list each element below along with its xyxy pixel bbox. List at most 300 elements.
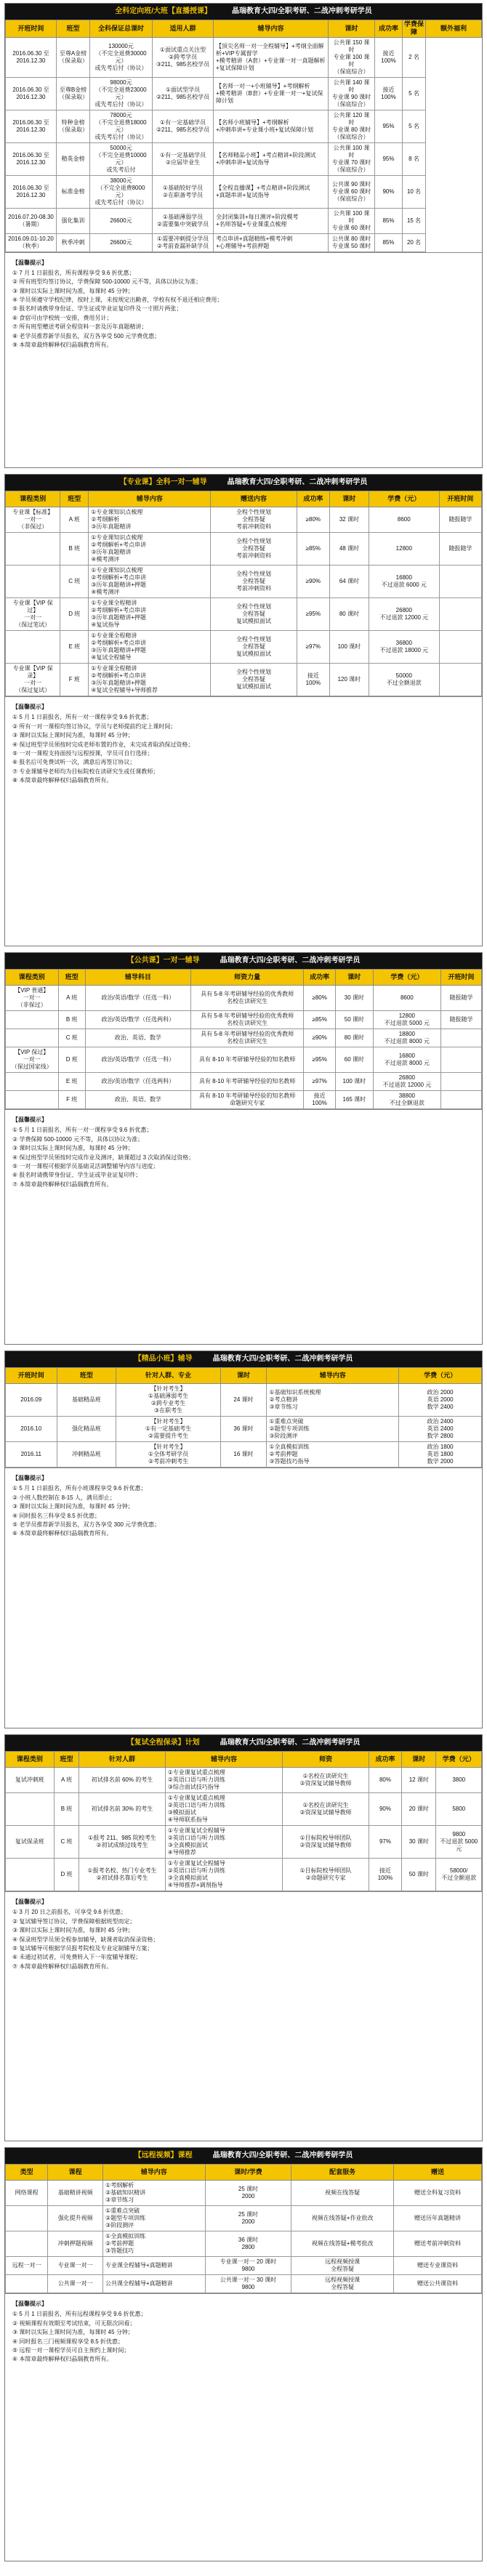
table-cell: D 班 <box>58 1047 85 1073</box>
column-header: 学费（元） <box>369 491 439 507</box>
table-cell: 【名师一对一+小班辅导】+考纲解析 +模考精讲（B套）+专业课一对一+复试保障计划 <box>214 77 329 110</box>
table-cell: 标准金榜 <box>57 175 90 208</box>
table-cell: 8600 <box>369 507 439 533</box>
table-cell: 全封闭集训+每日测评+阶段模考 +名师答疑+专业课重点梳理 <box>214 208 329 233</box>
table-row <box>6 77 482 110</box>
section-small-class <box>4 1351 483 1728</box>
column-header: 开班时间 <box>6 1368 57 1384</box>
table-cell: 50 课时 <box>402 1859 436 1891</box>
course-table <box>5 1751 482 1891</box>
table-cell: ①专业课知识点梳理 ②考纲解析+考点串讲 ③历年真题精讲+押题 ④模考测评 <box>89 565 211 598</box>
note-item: ③ 课时以实际上课时间为准，每课时 45 分钟； <box>12 2329 134 2336</box>
table-cell <box>6 2206 48 2231</box>
table-cell: 58000/ 不过全额退款 <box>436 1859 482 1891</box>
table-cell: 78000元 （不完全退费18000元） 或先考后付（协议） <box>90 110 153 142</box>
table-cell: 公共课 100 课时 专业课 70 课时 （保底综合） <box>329 142 375 175</box>
section-banner <box>5 1351 482 1367</box>
table-cell: 2016.09 <box>6 1384 57 1417</box>
table-cell: 政治/英语/数学（任选两科） <box>85 1011 190 1029</box>
banner-title: 【复试全程保录】计划 <box>126 1738 200 1747</box>
section-banner <box>5 2148 482 2164</box>
table-cell: 【VIP 保过】 一对一 （保过国家线） <box>6 1047 59 1073</box>
table-cell: 基础精讲视频 <box>48 2181 103 2206</box>
banner-subtitle: 晶瑞教育大四/全职考研、二战冲刺考研学员 <box>212 2151 353 2160</box>
table-row <box>6 1011 482 1029</box>
table-cell <box>6 1859 55 1891</box>
table-cell: ①报考 211、985 院校考生 ②初试成绩过线考生 <box>79 1826 166 1859</box>
note-item: ⑦ 所有班型赠送考研全程资料一套及历年真题精讲； <box>12 323 148 331</box>
table-cell: 12 课时 <box>402 1768 436 1793</box>
table-cell: 26600元 <box>90 233 153 251</box>
note-item: ② 视频课程有效期至考试结束，可无限次回看； <box>12 2319 136 2327</box>
note-item: ⑥ 本简章最终解释权归晶瑞教育所有。 <box>12 1530 113 1537</box>
table-cell: 远程视频授课 全程答疑 <box>291 2275 394 2293</box>
table-cell: 赠送历年真题精讲 <box>393 2206 481 2231</box>
table-cell: 政治 2000 英语 2000 数学 2400 <box>399 1384 482 1417</box>
table-cell: 复试冲刺班 <box>6 1768 55 1793</box>
table-cell <box>440 1091 481 1109</box>
table-cell: ①目标院校导师团队 ②命题研究专家 <box>283 1859 369 1891</box>
table-row <box>6 2206 482 2231</box>
course-table <box>5 2164 482 2293</box>
note-item: ① 5 月 1 日前报名，所有远程课程享受 9.6 折优惠； <box>12 2311 147 2318</box>
column-header: 师资力量 <box>190 970 303 986</box>
table-cell: 具有 5-8 年考研辅导经验的优秀教师 名校在读研究生 <box>190 1011 303 1029</box>
table-cell: 24 课时 <box>220 1384 267 1417</box>
table-cell: ①基础薄弱学员 ②需要集中突破学员 <box>153 208 214 233</box>
column-header: 班型 <box>57 20 90 38</box>
column-header: 开班时间 <box>440 970 481 986</box>
table-cell: 精英金榜 <box>57 142 90 175</box>
table-cell: 初试排名前 30% 的考生 <box>79 1793 166 1826</box>
table-cell: ≥90% <box>304 1029 336 1047</box>
table-cell: 专业课全程辅导+真题精讲 <box>103 2257 206 2275</box>
table-cell: 接近 100% <box>304 1091 336 1109</box>
table-cell: 60 课时 <box>335 1047 373 1073</box>
column-header: 成功率 <box>369 1752 401 1768</box>
table-cell: 基础精品班 <box>57 1384 116 1417</box>
table-cell: 16 课时 <box>220 1442 267 1468</box>
table-cell: 85% <box>375 208 403 233</box>
table-cell: 接近 100% <box>375 37 403 77</box>
table-cell: ①需要冲刺提分学员 ②考前查漏补缺学员 <box>153 233 214 251</box>
section-banner <box>5 4 482 20</box>
table-cell: 接近 100% <box>369 1859 401 1891</box>
table-row <box>6 631 482 664</box>
column-header: 学费（元） <box>399 1368 482 1384</box>
section-retest <box>4 1734 483 2141</box>
table-cell: ①名校在读研究生 ②资深复试辅导教师 <box>283 1768 369 1793</box>
table-cell: 赠送专业课资料 <box>393 2257 481 2275</box>
table-row <box>6 142 482 175</box>
table-cell: ①专业课知识点梳理 ②考纲解析 ③历年真题精讲 <box>89 507 211 533</box>
table-cell: ①有一定基础学员 ②应届毕业生 <box>153 142 214 175</box>
table-cell: 公共课 80 课时 专业课 50 课时 <box>329 233 375 251</box>
note-item: ① 5 月 1 日前报名，所有小班课程享受 9.6 折优惠； <box>12 1485 147 1492</box>
table-cell: 2016.10 <box>6 1417 57 1442</box>
table-cell: 复试保录班 <box>6 1826 55 1859</box>
column-header: 成功率 <box>375 20 403 38</box>
table-cell: 165 课时 <box>335 1091 373 1109</box>
note-item: ③ 课时以实际上课时间为准，每课时 45 分钟； <box>12 287 134 294</box>
section-banner <box>5 475 482 491</box>
table-cell: 97% <box>369 1826 401 1859</box>
table-cell: 64 课时 <box>329 565 369 598</box>
note-item: ② 复试辅导签订协议，学费保障根据班型而定； <box>12 1917 136 1925</box>
notes-box <box>5 1109 482 1195</box>
section-public-course <box>4 952 483 1345</box>
table-cell: ①重难点突破 ②题型专项训练 ③阶段测评 <box>103 2206 206 2231</box>
table-cell: 25 课时 2000 <box>205 2206 291 2231</box>
table-row <box>6 1384 482 1417</box>
table-cell: 50000 不过全额退款 <box>369 664 439 696</box>
table-cell: 26600元 <box>90 208 153 233</box>
table-header-row <box>6 2165 482 2181</box>
column-header: 适用人群 <box>153 20 214 38</box>
table-cell: 100 课时 <box>335 1073 373 1091</box>
table-cell: 9800 不过退款 5000 元 <box>436 1826 482 1859</box>
column-header: 辅导内容 <box>165 1752 283 1768</box>
column-header: 类型 <box>6 2165 48 2181</box>
column-header: 班型 <box>54 1752 79 1768</box>
table-row <box>6 986 482 1011</box>
column-header: 课时/学费 <box>205 2165 291 2181</box>
table-cell: ≥85% <box>297 533 329 565</box>
table-cell: 36800 不过退款 18000 元 <box>369 631 439 664</box>
banner-subtitle: 晶瑞教育大四/全职考研、二战冲刺考研学员 <box>227 478 368 486</box>
note-item: ⑧ 老学员推荐新学员报名，双方各享受 500 元学费优惠； <box>12 332 161 339</box>
banner-title: 全科定向班/大班【直播授课】 <box>115 7 212 15</box>
note-item: ④ 保过班型学员须按时完成老师布置的作业，未完成者取消保过资格； <box>12 741 194 748</box>
table-cell: E 班 <box>60 631 89 664</box>
table-cell: 赠送全科复习资料 <box>393 2181 481 2206</box>
table-cell: 专业课一对一 20 课时 9800 <box>205 2257 291 2275</box>
notes-box <box>5 696 482 792</box>
note-item: ⑨ 本简章最终解释权归晶瑞教育所有。 <box>12 342 113 349</box>
table-cell: 12800 <box>369 533 439 565</box>
table-cell: 100 课时 <box>329 631 369 664</box>
table-cell: ①考纲解析 ②基础知识精讲 ③章节练习 <box>103 2181 206 2206</box>
notes-box <box>5 1468 482 1545</box>
table-cell: 公共课 150 课时 专业课 100 课时 （保底综合） <box>329 37 375 77</box>
table-cell <box>440 1047 481 1073</box>
table-cell: 120 课时 <box>329 664 369 696</box>
table-cell: A 班 <box>58 986 85 1011</box>
note-item: ① 7 月 1 日前报名，所有课程享受 9.6 折优惠； <box>12 269 135 276</box>
table-cell: 接近 100% <box>375 77 403 110</box>
table-cell: 全程个性规划 全程答疑 考前冲刺资料 <box>211 565 297 598</box>
table-cell <box>6 1029 59 1047</box>
note-item: ⑤ 报名时请携带身份证、学生证或毕业证复印件及一寸照片两张； <box>12 305 182 313</box>
table-cell: 2016.06.30 至 2016.12.30 <box>6 175 57 208</box>
column-header: 课程 <box>48 2165 103 2181</box>
note-item: ③ 课时以实际上课时间为准，每课时 45 分钟； <box>12 732 134 739</box>
table-cell: 远程一对一 <box>6 2257 48 2275</box>
column-header: 课时 <box>329 491 369 507</box>
note-item: ① 3 月 20 日之前报名，可享受 9.6 折优惠； <box>12 1909 126 1916</box>
table-row <box>6 1768 482 1793</box>
table-cell: 强化精品班 <box>57 1417 116 1442</box>
table-cell <box>440 1029 481 1047</box>
table-cell: 赠送考前冲刺资料 <box>393 2231 481 2257</box>
column-header: 全科保证总课时 <box>90 20 153 38</box>
table-cell: 具有 8-10 年考研辅导经验的知名教师 <box>190 1073 303 1091</box>
table-cell: 公共课 120 课时 专业课 80 课时 （保底综合） <box>329 110 375 142</box>
table-cell: 2016.09.01-10.20 （秋季） <box>6 233 57 251</box>
note-item: ⑤ 复试辅导可根据学员报考院校及专业定制辅导方案； <box>12 1944 153 1952</box>
table-cell: 36 课时 2800 <box>205 2231 291 2257</box>
table-cell: 政治 2400 英语 2400 数学 2800 <box>399 1417 482 1442</box>
table-cell: 90% <box>375 175 403 208</box>
table-cell: ①面试型学员 ②211、985名校学员 <box>153 77 214 110</box>
table-cell <box>6 631 60 664</box>
table-cell: 具有 8-10 年考研辅导经验的知名教师 <box>190 1047 303 1073</box>
table-row <box>6 1047 482 1073</box>
table-cell: 5 名 <box>403 77 426 110</box>
banner-subtitle: 晶瑞教育大四/全职考研、二战冲刺考研学员 <box>232 7 372 15</box>
table-cell: ①专业课复试重点梳理 ②英语口语与听力训练 ③综合面试技巧指导 <box>165 1768 283 1793</box>
table-cell: 38000元 （不完全退费8000元） 或先考后付（协议） <box>90 175 153 208</box>
table-cell: 冲刺精品班 <box>57 1442 116 1468</box>
column-header: 学费（元） <box>373 970 440 986</box>
column-header: 课程类别 <box>6 970 59 986</box>
table-cell: 公共课 140 课时 专业课 90 课时 （保底综合） <box>329 77 375 110</box>
table-cell: 【针对考生】 ①全体考研学员 ②考前冲刺考生 <box>116 1442 220 1468</box>
table-cell: ①重难点突破 ②题型专项训练 ③阶段测评 <box>267 1417 399 1442</box>
table-cell: F 班 <box>60 664 89 696</box>
table-cell: 随报随学 <box>439 507 481 533</box>
column-header: 赠送内容 <box>211 491 297 507</box>
table-cell <box>6 1011 59 1029</box>
table-cell: 90% <box>369 1793 401 1826</box>
table-cell: 具有 5-8 年考研辅导经验的优秀教师 名校在读研究生 <box>190 1029 303 1047</box>
table-cell: C 班 <box>54 1826 79 1859</box>
table-cell: 16800 不过退款 6000 元 <box>369 565 439 598</box>
note-item: ③ 课时以实际上课时间为准，每课时 45 分钟； <box>12 1927 134 1934</box>
note-item: ④ 保过班型学员须按时完成作业及测评，缺课超过 3 次取消保过资格； <box>12 1154 195 1161</box>
column-header: 针对人群、专业 <box>116 1368 220 1384</box>
note-item: ⑧ 本简章最终解释权归晶瑞教育所有。 <box>12 777 113 784</box>
table-row <box>6 37 482 77</box>
table-cell: 95% <box>375 110 403 142</box>
note-item: ② 学费保障 500-10000 元不等，具体以协议为准； <box>12 1135 144 1143</box>
note-item: ⑦ 本简章最终解释权归晶瑞教育所有。 <box>12 1963 113 1970</box>
note-item: ④ 同时报名三科享受 8.5 折优惠； <box>12 1512 100 1519</box>
table-cell: 公共课 100 课时 专业课 60 课时 <box>329 208 375 233</box>
column-header: 针对人群 <box>79 1752 166 1768</box>
table-row <box>6 2275 482 2293</box>
table-cell: 95% <box>375 142 403 175</box>
table-cell: 随报随学 <box>439 533 481 565</box>
table-cell <box>440 1073 481 1091</box>
column-header: 课时 <box>335 970 373 986</box>
course-table <box>5 491 482 696</box>
table-cell: 3800 <box>436 1768 482 1793</box>
table-cell <box>439 565 481 598</box>
table-cell: 2016.06.30 至 2016.12.30 <box>6 77 57 110</box>
column-header: 辅导内容 <box>214 20 329 38</box>
table-cell: D 班 <box>54 1859 79 1891</box>
column-header: 学费保障 <box>403 20 426 38</box>
table-cell: 公共课一对一 30 课时 9800 <box>205 2275 291 2293</box>
table-cell: 5 名 <box>403 110 426 142</box>
table-row <box>6 1859 482 1891</box>
banner-title: 【远程视频】课程 <box>134 2151 193 2160</box>
column-header: 开班时间 <box>6 20 57 38</box>
table-cell: 至尊B金榜 （保录取） <box>57 77 90 110</box>
table-cell: 2016.06.30 至 2016.12.30 <box>6 110 57 142</box>
column-header: 师资 <box>283 1752 369 1768</box>
notes-box <box>5 1891 482 1977</box>
table-cell: 强化提升视频 <box>48 2206 103 2231</box>
note-item: ① 5 月 1 日前报名，所有一对一课程享受 9.6 折优惠； <box>12 714 153 721</box>
table-row <box>6 533 482 565</box>
table-cell: B 班 <box>54 1793 79 1826</box>
column-header: 赠送 <box>393 2165 481 2181</box>
table-cell: ①目标院校导师团队 ②资深复试辅导教师 <box>283 1826 369 1859</box>
column-header: 成功率 <box>297 491 329 507</box>
table-cell: 【VIP 普通】 一对一 （非保过） <box>6 986 59 1011</box>
table-cell: 网络课程 <box>6 2181 48 2206</box>
table-cell: 全程个性规划 全程答疑 复试模拟面试 <box>211 598 297 631</box>
table-cell: 10 名 <box>403 175 426 208</box>
table-cell: 【针对考生】 ①有一定基础考生 ②需要提升考生 <box>116 1417 220 1442</box>
notes-title: 【温馨提示】 <box>12 1475 47 1481</box>
table-cell: ≥97% <box>297 631 329 664</box>
column-header: 开班时间 <box>439 491 481 507</box>
table-cell: 秋季冲刺 <box>57 233 90 251</box>
table-cell: ①名校在读研究生 ②资深复试辅导教师 <box>283 1793 369 1826</box>
table-cell: E 班 <box>58 1073 85 1091</box>
table-cell <box>439 598 481 631</box>
table-cell: 全程个性规划 全程答疑 复试模拟面试 <box>211 631 297 664</box>
column-header: 辅导科目 <box>85 970 190 986</box>
banner-subtitle: 晶瑞教育大四/全职考研、二战冲刺考研学员 <box>220 1738 361 1747</box>
column-header: 辅导内容 <box>267 1368 399 1384</box>
table-cell: 【名师精品小班】+考点精讲+阶段测试 +冲刺串讲+复试指导 <box>214 142 329 175</box>
notes-title: 【温馨提示】 <box>12 259 47 266</box>
table-cell: 16800 不过退款 8000 元 <box>373 1047 440 1073</box>
note-item: ③ 课时以实际上课时间为准，每课时 45 分钟； <box>12 1145 134 1152</box>
table-cell: C 班 <box>58 1029 85 1047</box>
table-cell: 18800 不过退款 8000 元 <box>373 1029 440 1047</box>
table-cell: ①基础知识系统梳理 ②考点精讲 ③章节练习 <box>267 1384 399 1417</box>
table-cell <box>6 1793 55 1826</box>
note-item: ④ 同时报名三门视频课程享受 8.5 折优惠； <box>12 2338 124 2345</box>
table-cell: 政治、英语、数学 <box>85 1029 190 1047</box>
note-item: ④ 学员须遵守学校纪律，按时上课，未按规定出勤者，学校有权不退还相应费用； <box>12 297 223 304</box>
table-cell: A 班 <box>54 1768 79 1793</box>
table-cell: 80% <box>369 1768 401 1793</box>
note-item: ④ 保录班型学员须全程参加辅导，缺课者取消保录资格； <box>12 1936 159 1943</box>
table-cell: ①专业课知识点梳理 ②考纲解析+考点串讲 ③历年真题精讲 ④模考测评 <box>89 533 211 565</box>
section-fulltime <box>4 3 483 468</box>
table-cell <box>6 565 60 598</box>
table-cell: B 班 <box>58 1011 85 1029</box>
table-row <box>6 664 482 696</box>
notes-title: 【温馨提示】 <box>12 704 47 710</box>
table-cell: 政治/英语/数学（任选一科） <box>85 1047 190 1073</box>
banner-subtitle: 晶瑞教育大四/全职考研、二战冲刺考研学员 <box>220 956 361 965</box>
note-item: ① 5 月 1 日前报名，所有一对一课程享受 9.6 折优惠； <box>12 1127 153 1134</box>
table-row <box>6 1826 482 1859</box>
note-item: ⑦ 专业课辅导老师均为目标院校在读研究生或任课教师； <box>12 768 159 775</box>
table-cell: 冲刺押题视频 <box>48 2231 103 2257</box>
table-header-row <box>6 491 482 507</box>
column-header: 额外福利 <box>426 20 482 38</box>
table-cell: ≥80% <box>297 507 329 533</box>
table-row <box>6 1073 482 1091</box>
table-cell: ①全真模拟训练 ②考前押题 ③答题技巧指导 <box>267 1442 399 1468</box>
table-cell: 26800 不过退款 12000 元 <box>373 1073 440 1091</box>
table-cell: 政治、英语、数学 <box>85 1091 190 1109</box>
table-row <box>6 1417 482 1442</box>
table-cell: 2016.07.20-08.30 （暑期） <box>6 208 57 233</box>
table-cell: 2016.06.30 至 2016.12.30 <box>6 142 57 175</box>
column-header: 课时 <box>220 1368 267 1384</box>
table-cell: 远程视频授课 全程答疑 <box>291 2257 394 2275</box>
table-cell: 考点串讲+真题精练+模考冲刺 +心理辅导+考前押题 <box>214 233 329 251</box>
table-cell: 30 课时 <box>402 1826 436 1859</box>
table-row <box>6 2181 482 2206</box>
note-item: ② 所有班型均签订协议，学费保障 500-10000 元不等，具体以协议为准； <box>12 278 202 286</box>
table-cell: 【名师小班辅导】+考纲解析 +冲刺串讲+专业课小班+复试保障计划 <box>214 110 329 142</box>
section-banner <box>5 953 482 969</box>
table-cell: 接近 100% <box>297 664 329 696</box>
table-cell: 视频在线答疑 <box>291 2181 394 2206</box>
note-item: ⑤ 老学员推荐新学员报名，双方各享受 300 元学费优惠； <box>12 1521 161 1528</box>
note-item: ⑤ 远程一对一课程学员可自主预约上课时间； <box>12 2346 130 2354</box>
note-item: ③ 课时以实际上课时间为准，每课时 45 分钟； <box>12 1503 134 1510</box>
table-header-row <box>6 20 482 38</box>
table-cell: 特种金榜 （保录取） <box>57 110 90 142</box>
notes-title: 【温馨提示】 <box>12 2301 47 2307</box>
table-cell: ≥85% <box>304 1011 336 1029</box>
section-remote-video <box>4 2147 483 2561</box>
table-cell: 20 课时 <box>402 1793 436 1826</box>
notes-title: 【温馨提示】 <box>12 1116 47 1123</box>
table-cell: 32 课时 <box>329 507 369 533</box>
table-cell: ≥95% <box>297 598 329 631</box>
note-item: ⑤ 一对一课程可根据学员基础灵活调整辅导内容与进度； <box>12 1162 159 1170</box>
table-row <box>6 2231 482 2257</box>
note-item: ⑥ 本简章最终解释权归晶瑞教育所有。 <box>12 2356 113 2363</box>
table-cell: 具有 8-10 年考研辅导经验的知名教师 命题研究专家 <box>190 1091 303 1109</box>
table-cell: ≥97% <box>304 1073 336 1091</box>
course-table <box>5 20 482 252</box>
table-cell: ①专业课复试全程辅导 ②英语口语与听力训练 ③全真模拟面试 ④导师推荐+调剂指导 <box>165 1859 283 1891</box>
table-cell: 政治 1800 英语 1800 数学 2000 <box>399 1442 482 1468</box>
banner-title: 【公共课】一对一辅导 <box>126 956 200 965</box>
table-row <box>6 2257 482 2275</box>
table-cell: 20 名 <box>403 233 426 251</box>
note-item: ⑥ 报名时请携带身份证、学生证或毕业证复印件； <box>12 1172 142 1179</box>
table-cell: 视频在线答疑+作业批改 <box>291 2206 394 2231</box>
table-cell: 8 名 <box>403 142 426 175</box>
table-cell: 2016.06.30 至 2016.12.30 <box>6 37 57 77</box>
notes-box <box>5 2293 482 2370</box>
table-row <box>6 1029 482 1047</box>
table-row <box>6 233 482 251</box>
table-cell: F 班 <box>58 1091 85 1109</box>
table-cell: 政治/英语/数学（任选一科） <box>85 986 190 1011</box>
column-header: 班型 <box>60 491 89 507</box>
table-cell: 公共课 90 课时 专业课 60 课时 （保底综合） <box>329 175 375 208</box>
table-cell: 【顶尖名师一对一全程辅导】+考纲全面解析+VIP专属督学 +模考精讲（A套）+专业课一对一真题解析+复试保障计划 <box>214 37 329 77</box>
table-cell: 50000元 （不完全退费10000元） 或先考后付 <box>90 142 153 175</box>
note-item: ② 所有一对一课程均签订协议，学员与老师提前约定上课时间； <box>12 723 177 730</box>
table-cell: 50 课时 <box>335 1011 373 1029</box>
